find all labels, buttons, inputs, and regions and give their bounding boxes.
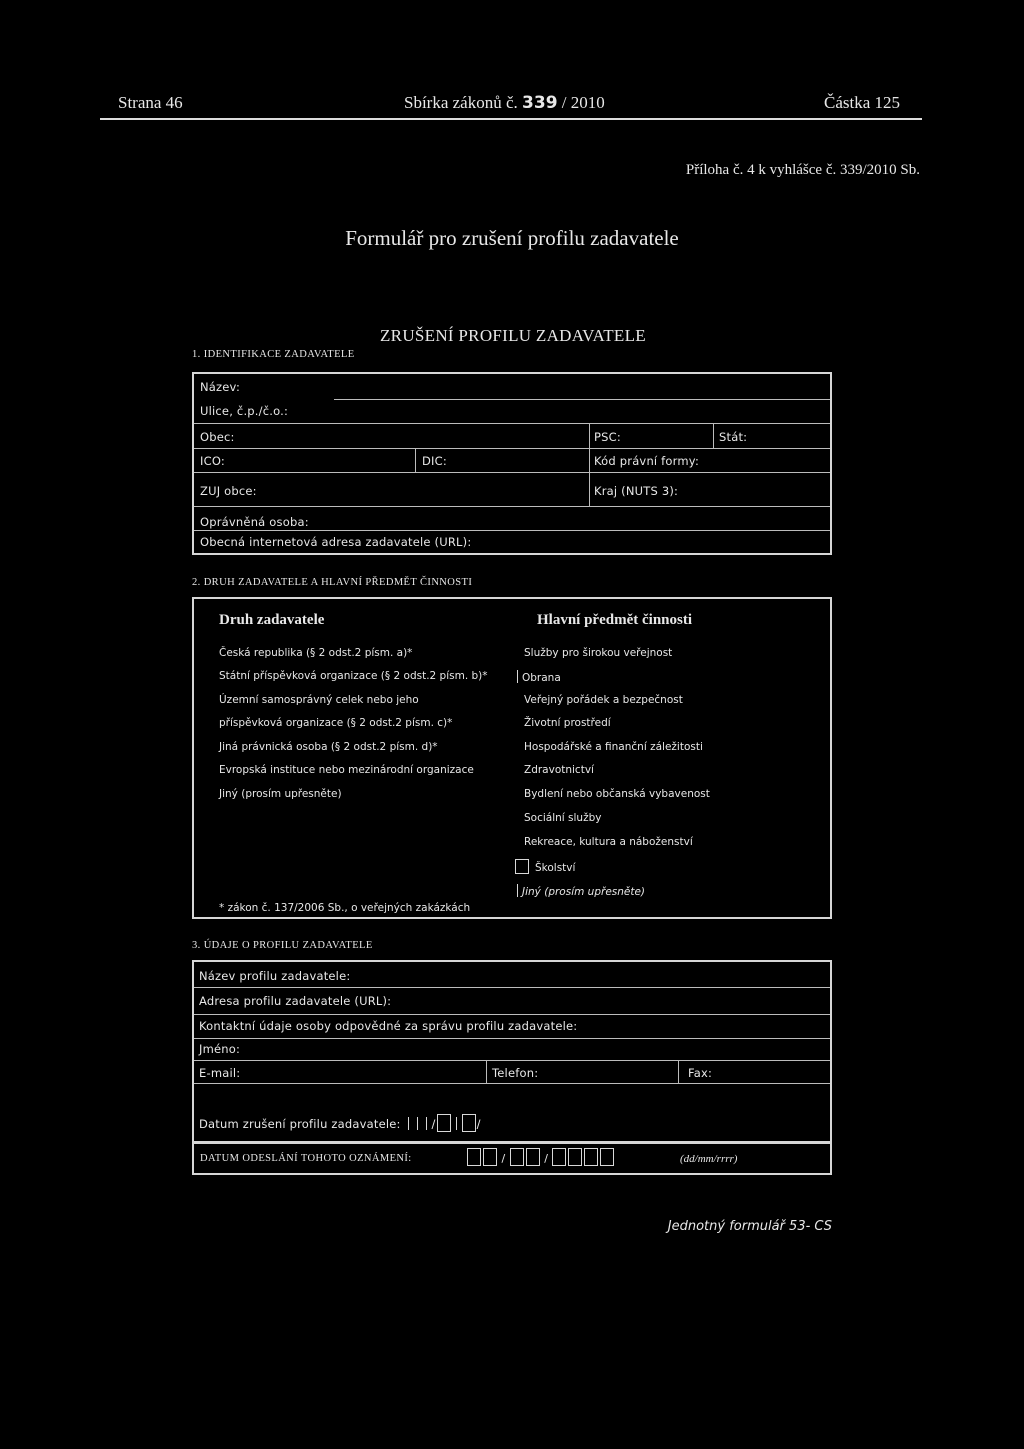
fax-label: Fax:: [688, 1066, 713, 1080]
part-number: Částka 125: [824, 93, 901, 112]
profile-box: [192, 960, 832, 1144]
divider: [194, 506, 830, 507]
divider: [194, 472, 830, 473]
page-number: Strana 46: [118, 93, 183, 112]
month-digit-box[interactable]: [526, 1148, 540, 1166]
legal-form-label: Kód právní formy:: [594, 454, 700, 468]
header-rule: [100, 118, 922, 120]
date-digit-field[interactable]: [426, 1117, 427, 1130]
type-item: Státní příspěvková organizace (§ 2 odst.2 písm. b)*: [219, 670, 488, 682]
date-digit-field[interactable]: [437, 1114, 451, 1132]
cancellation-date-field: Datum zrušení profilu zadavatele: / /: [199, 1114, 481, 1132]
collection-year: / 2010: [561, 93, 605, 112]
activity-item: Veřejný pořádek a bezpečnost: [524, 694, 683, 706]
contracting-type-title: Druh zadavatele: [219, 612, 325, 628]
activity-item: Hospodářské a finanční záležitosti: [524, 741, 703, 753]
divider: [486, 1060, 487, 1083]
checkbox-mark[interactable]: [517, 884, 518, 897]
year-digit-box[interactable]: [584, 1148, 598, 1166]
year-digit-box[interactable]: [568, 1148, 582, 1166]
contact-label: Kontaktní údaje osoby odpovědné za správu profilu zadavatele:: [199, 1019, 578, 1033]
divider: [415, 448, 416, 472]
divider: [194, 1083, 830, 1084]
type-item: příspěvková organizace (§ 2 odst.2 písm. c)*: [219, 717, 453, 729]
collection-number: 339: [522, 93, 558, 113]
internet-address-label: Obecná internetová adresa zadavatele (URL):: [200, 535, 472, 549]
collection-prefix: Sbírka zákonů č.: [404, 93, 518, 112]
checkbox[interactable]: [515, 859, 529, 874]
activity-item: Zdravotnictví: [524, 764, 594, 776]
year-digit-box[interactable]: [552, 1148, 566, 1166]
municipality-label: Obec:: [200, 430, 235, 444]
day-digit-box[interactable]: [483, 1148, 497, 1166]
dispatch-date-label: DATUM ODESLÁNÍ TOHOTO OZNÁMENÍ:: [200, 1153, 412, 1164]
date-digit-field[interactable]: [417, 1117, 418, 1130]
date-format-hint: (dd/mm/rrrr): [680, 1153, 738, 1165]
type-activity-box: [192, 597, 832, 919]
main-activity-title: Hlavní předmět činnosti: [537, 612, 693, 628]
activity-item: Školství: [515, 859, 575, 874]
divider: [194, 1060, 830, 1061]
form-subtitle: ZRUŠENÍ PROFILU ZADAVATELE: [380, 326, 646, 345]
zuj-label: ZUJ obce:: [200, 484, 257, 498]
section3-heading: 3. ÚDAJE O PROFILU ZADAVATELE: [192, 940, 373, 951]
divider: [194, 1038, 830, 1039]
date-digit-field[interactable]: [408, 1117, 409, 1130]
region-label: Kraj (NUTS 3):: [594, 484, 679, 498]
footer-form-id: Jednotný formulář 53- CS: [667, 1219, 832, 1234]
dispatch-date-box: [192, 1141, 832, 1175]
date-digit-field[interactable]: [456, 1117, 457, 1130]
divider: [194, 987, 830, 988]
date-digit-field[interactable]: [462, 1114, 476, 1132]
activity-item: Bydlení nebo občanská vybavenost: [524, 788, 710, 800]
dic-label: DIC:: [422, 454, 447, 468]
collection-reference: [404, 93, 605, 113]
divider: [194, 423, 830, 424]
type-item: Jiná právnická osoba (§ 2 odst.2 písm. d)*: [219, 741, 438, 753]
divider: [589, 472, 590, 506]
activity-item: Jiný (prosím upřesněte): [517, 884, 645, 898]
footnote: * zákon č. 137/2006 Sb., o veřejných zakázkách: [219, 902, 471, 914]
activity-item: Obrana: [517, 670, 561, 684]
dispatch-date-fields: / /: [466, 1148, 615, 1166]
day-digit-box[interactable]: [467, 1148, 481, 1166]
form-title: Formulář pro zrušení profilu zadavatele: [345, 226, 679, 250]
email-label: E-mail:: [199, 1066, 241, 1080]
ico-label: ICO:: [200, 454, 225, 468]
type-item: Jiný (prosím upřesněte): [219, 788, 342, 800]
section2-heading: 2. DRUH ZADAVATELE A HLAVNÍ PŘEDMĚT ČINNOSTI: [192, 577, 473, 588]
checkbox-mark[interactable]: [517, 670, 518, 683]
divider: [334, 399, 830, 400]
divider: [194, 1014, 830, 1015]
type-item: Evropská instituce nebo mezinárodní organizace: [219, 764, 474, 776]
activity-item: Sociální služby: [524, 812, 602, 824]
divider: [713, 423, 714, 448]
profile-name-label: Název profilu zadavatele:: [199, 969, 351, 983]
month-digit-box[interactable]: [510, 1148, 524, 1166]
type-item: Česká republika (§ 2 odst.2 písm. a)*: [219, 647, 413, 659]
profile-address-label: Adresa profilu zadavatele (URL):: [199, 994, 392, 1008]
year-digit-box[interactable]: [600, 1148, 614, 1166]
authorized-person-label: Oprávněná osoba:: [200, 515, 309, 529]
divider: [194, 448, 830, 449]
divider: [194, 530, 830, 531]
identification-box: [192, 372, 832, 555]
activity-item: Služby pro širokou veřejnost: [524, 647, 673, 659]
postcode-label: PSC:: [594, 430, 621, 444]
name-label: Název:: [200, 380, 241, 394]
country-label: Stát:: [719, 430, 748, 444]
divider: [678, 1060, 679, 1083]
street-label: Ulice, č.p./č.o.:: [200, 404, 289, 418]
contact-name-label: Jméno:: [199, 1042, 241, 1056]
activity-item: Rekreace, kultura a náboženství: [524, 836, 693, 848]
annex-reference: Příloha č. 4 k vyhlášce č. 339/2010 Sb.: [685, 162, 920, 178]
phone-label: Telefon:: [492, 1066, 539, 1080]
section1-heading: 1. IDENTIFIKACE ZADAVATELE: [192, 349, 355, 360]
activity-item: Životní prostředí: [524, 717, 611, 729]
type-item: Územní samosprávný celek nebo jeho: [219, 694, 419, 706]
